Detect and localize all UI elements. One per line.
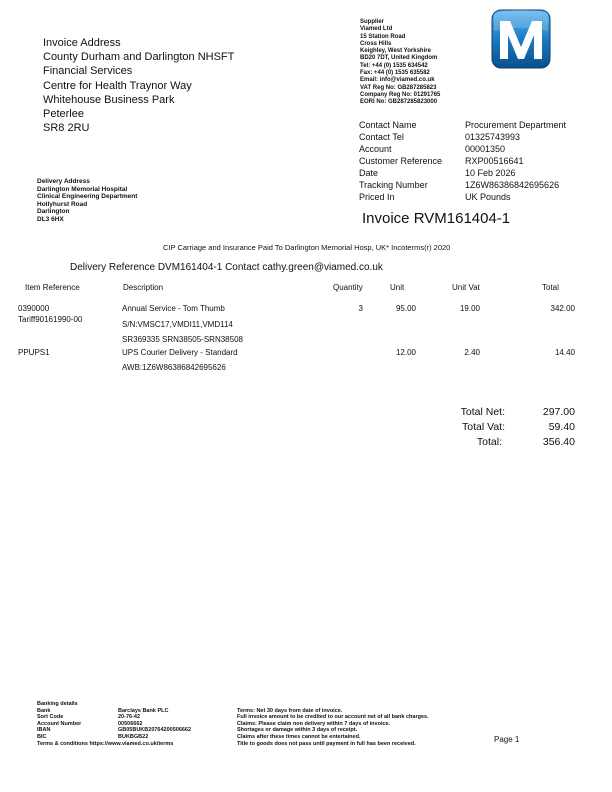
- meta-row: [359, 191, 566, 203]
- terms-conditions-link[interactable]: Terms & conditions https://www.viamed.co.uk/terms: [37, 740, 174, 747]
- row-unit-vat: 19.00: [459, 304, 480, 313]
- supplier-line: Cross Hills: [360, 40, 392, 47]
- header-unit: Unit: [390, 283, 405, 292]
- header-quantity: Quantity: [333, 283, 363, 292]
- invoice-address-line: SR8 2RU: [43, 122, 90, 135]
- supplier-line: Fax: +44 (0) 1535 635582: [360, 70, 430, 77]
- meta-value: UK Pounds: [465, 192, 511, 202]
- total-net-value: 297.00: [542, 406, 575, 418]
- meta-label: Contact Name: [359, 120, 417, 130]
- viamed-logo-icon: [491, 9, 551, 69]
- total-vat-label: Total Vat:: [462, 421, 505, 433]
- row-quantity: 3: [358, 304, 363, 313]
- meta-row: [359, 167, 566, 179]
- meta-row: [359, 119, 566, 131]
- delivery-address-heading: Delivery Address: [37, 178, 90, 185]
- supplier-line: VAT Reg No: GB287285823: [360, 84, 437, 91]
- meta-value: 1Z6W86386842695626: [465, 180, 560, 190]
- invoice-meta: [359, 119, 566, 203]
- row-description-awb: AWB:1Z6W86386842695626: [122, 363, 226, 372]
- bic-label: BIC: [37, 733, 47, 740]
- bank-value: Barclays Bank PLC: [118, 707, 169, 714]
- supplier-line: Company Reg No: 01291765: [360, 91, 441, 98]
- invoice-address-line: Financial Services: [43, 65, 133, 78]
- meta-value: 10 Feb 2026: [465, 168, 516, 178]
- bank-label: Bank: [37, 707, 51, 714]
- total-label: Total:: [476, 436, 502, 448]
- supplier-heading: Supplier: [360, 19, 385, 25]
- terms-line: Shortages or damage within 3 days of receipt.: [237, 727, 358, 734]
- row-item-ref: 0390000: [18, 304, 50, 313]
- supplier-line: Email: info@viamed.co.uk: [360, 77, 435, 84]
- account-number-value: 00506662: [118, 720, 143, 727]
- delivery-address-line: Darlington: [37, 208, 70, 216]
- meta-row: [359, 143, 566, 155]
- incoterms-line: CIP Carriage and Insurance Paid To Darlington Memorial Hosp, UK* Incoterms(r) 2020: [163, 243, 451, 252]
- bic-value: BUKBGB22: [118, 733, 149, 740]
- invoice-address-line: Peterlee: [43, 108, 84, 121]
- delivery-reference: Delivery Reference DVM161404-1 Contact cathy.green@viamed.co.uk: [70, 262, 383, 273]
- iban-value: GB05BUKB20764200506662: [118, 727, 192, 734]
- meta-label: Tracking Number: [359, 180, 428, 190]
- invoice-address-line: County Durham and Darlington NHSFT: [43, 51, 235, 64]
- terms-line: Claims after these times cannot be entertained.: [237, 733, 361, 740]
- meta-label: Priced In: [359, 192, 395, 202]
- meta-row: [359, 131, 566, 143]
- meta-label: Contact Tel: [359, 132, 404, 142]
- delivery-address-line: Darlington Memorial Hospital: [37, 185, 128, 193]
- invoice-title: Invoice RVM161404-1: [362, 210, 511, 227]
- terms-line: Full invoice amount to be credited to our account net of all bank charges.: [237, 714, 429, 721]
- header-unit-vat: Unit Vat: [452, 283, 480, 292]
- row-item-ref: PPUPS1: [18, 348, 50, 357]
- row-total: 14.40: [554, 348, 575, 357]
- supplier-line: BD20 7DT, United Kingdom: [360, 55, 438, 62]
- terms-line: Title to goods does not pass until payment in full has been received.: [237, 740, 416, 747]
- row-description-serials: S/N:VMSC17,VMDI11,VMD114: [122, 320, 233, 329]
- row-unit: 95.00: [395, 304, 416, 313]
- header-description: Description: [123, 283, 164, 292]
- row-item-tariff: Tariff90161990-00: [18, 315, 83, 324]
- total-value: 356.40: [542, 436, 575, 448]
- total-net-label: Total Net:: [460, 406, 505, 418]
- account-number-label: Account Number: [37, 720, 82, 727]
- row-description: Annual Service - Tom Thumb: [122, 304, 225, 313]
- meta-label: Date: [359, 168, 379, 178]
- footer-bank-values: [118, 708, 191, 741]
- terms-line: Claims: Please claim non delivery within 7 days of invoice.: [237, 720, 391, 727]
- meta-value: RXP00516641: [465, 156, 524, 166]
- meta-label: Account: [359, 144, 392, 154]
- invoice-address: [43, 36, 234, 135]
- supplier-line: Viamed Ltd: [360, 26, 393, 33]
- footer-terms: [237, 708, 429, 748]
- iban-label: IBAN: [37, 727, 51, 734]
- supplier-line: EORI No: GB287285823000: [360, 99, 438, 106]
- supplier-line: 15 Station Road: [360, 33, 406, 40]
- sort-code-value: 20-76-42: [118, 714, 141, 721]
- row-unit: 12.00: [395, 348, 416, 357]
- row-unit-vat: 2.40: [464, 348, 480, 357]
- row-description: UPS Courier Delivery - Standard: [122, 348, 238, 357]
- meta-row: [359, 179, 566, 191]
- terms-line: Terms: Net 30 days from date of invoice.: [237, 707, 343, 714]
- supplier-block: [360, 19, 440, 107]
- header-total: Total: [542, 283, 559, 292]
- delivery-address-line: DL3 6HX: [37, 215, 64, 223]
- bank-details-heading: Banking details: [37, 701, 78, 707]
- meta-value: 01325743993: [465, 132, 521, 142]
- row-total: 342.00: [550, 304, 575, 313]
- meta-row: [359, 155, 566, 167]
- delivery-address-line: Hollyhurst Road: [37, 200, 88, 208]
- invoice-address-line: Centre for Health Traynor Way: [43, 79, 192, 92]
- sort-code-label: Sort Code: [37, 714, 64, 721]
- page-number: Page 1: [494, 735, 520, 744]
- invoice-address-line: Whitehouse Business Park: [43, 93, 175, 106]
- supplier-line: Tel: +44 (0) 1535 634542: [360, 62, 428, 69]
- delivery-address-line: Clinical Engineering Department: [37, 193, 138, 201]
- row-description-refs: SR369335 SRN38505-SRN38508: [122, 335, 243, 344]
- meta-value: Procurement Department: [465, 120, 567, 130]
- invoice-address-heading: Invoice Address: [43, 37, 121, 49]
- supplier-line: Keighley, West Yorkshire: [360, 48, 431, 55]
- delivery-address: [37, 178, 137, 224]
- total-vat-value: 59.40: [548, 421, 575, 433]
- header-item-reference: Item Reference: [25, 283, 80, 292]
- meta-label: Customer Reference: [359, 156, 443, 166]
- meta-value: 00001350: [465, 144, 506, 154]
